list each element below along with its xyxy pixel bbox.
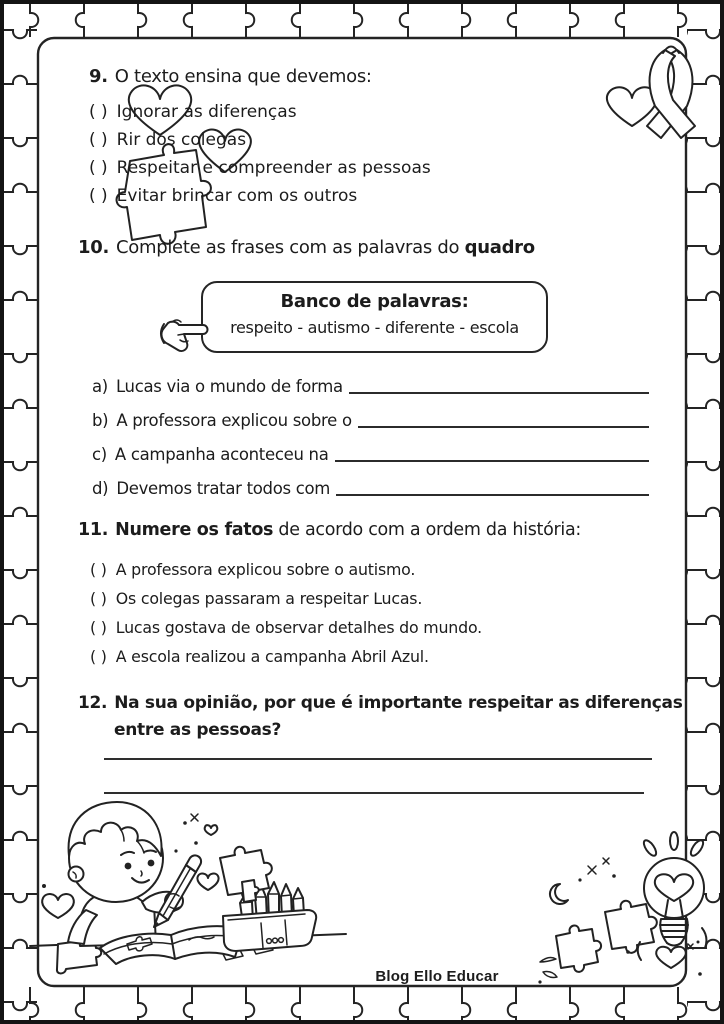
answer-blank-line[interactable] [358,426,649,428]
item-letter: c) [92,445,107,464]
child-writing-illustration [24,794,354,978]
word-bank-box [201,281,548,353]
item-text: Lucas via o mundo de forma [115,377,343,396]
option-row [89,182,431,210]
question-9-title [89,66,431,87]
question-text: Na sua opinião, por que é importante respeitar as diferenças entre as pessoas? [114,693,683,740]
item-letter: b) [92,411,109,430]
question-number: 10. [78,237,109,258]
puzzle-piece-icon [605,901,657,953]
checkbox-marker[interactable]: ( ) [90,589,107,608]
checkbox-marker[interactable]: ( ) [89,158,108,178]
item-text: A campanha aconteceu na [114,445,329,464]
question-10-items [92,375,649,511]
checkbox-marker[interactable]: ( ) [90,618,107,637]
option-label: Rir dos colegas [116,130,247,150]
fill-in-row [92,477,649,498]
heart-icon [656,947,686,968]
fill-in-row [92,443,649,464]
question-text-bold: Numere os fatos [115,520,274,540]
item-text: Devemos tratar todos com [116,479,331,498]
sequence-row [90,613,482,642]
fill-in-row [92,375,649,396]
option-label: Ignorar as diferenças [116,102,297,122]
crescent-doodle [550,884,568,904]
checkbox-marker[interactable]: ( ) [89,186,108,206]
sequence-label: A professora explicou sobre o autismo. [115,560,416,579]
heart-icon [607,87,657,126]
checkbox-marker[interactable]: ( ) [89,130,108,150]
sequence-row [90,642,482,671]
heart-icon [197,874,218,890]
item-letter: d) [92,479,109,498]
sequence-label: Lucas gostava de observar detalhes do mundo. [115,618,482,637]
heart-icon [42,894,74,918]
checkbox-marker[interactable]: ( ) [90,560,107,579]
question-number: 9. [89,66,108,87]
word-bank-words: respeito - autismo - diferente - escola [230,318,519,337]
question-12-title [78,690,690,744]
option-row [89,98,431,126]
question-text-bold: quadro [464,237,535,258]
option-label: Respeitar e compreender as pessoas [116,158,431,178]
pointing-hand-icon [156,312,212,354]
checkbox-marker[interactable]: ( ) [89,102,108,122]
option-row [89,126,431,154]
ray [689,838,706,857]
fill-in-row [92,409,649,430]
heart-icon [205,825,218,835]
option-label: Evitar brincar com os outros [116,186,358,206]
answer-blank-line[interactable] [104,758,652,760]
question-number: 11. [78,520,109,540]
question-text: Complete as frases com as palavras do [116,237,465,258]
puzzle-piece-icon [556,925,601,971]
question-9 [89,66,431,210]
ray [642,838,659,857]
boy-head [69,802,164,902]
question-11-title [78,520,581,540]
sequence-row [90,555,482,584]
sequence-label: Os colegas passaram a respeitar Lucas. [115,589,423,608]
answer-blank-line[interactable] [335,460,649,462]
checkbox-marker[interactable]: ( ) [90,647,107,666]
question-9-options [89,98,431,210]
question-text: de acordo com a ordem da história: [273,520,582,540]
answer-blank-line[interactable] [336,494,649,496]
option-row [89,154,431,182]
lightbulb-heart-illustration [530,824,718,996]
question-number: 12. [78,693,108,713]
word-bank-title: Banco de palavras: [280,291,469,312]
item-letter: a) [92,377,108,396]
answer-blank-line[interactable] [349,392,649,394]
awareness-ribbon-icon [589,26,721,156]
question-10-title [78,237,535,258]
sequence-row [90,584,482,613]
lightbulb-icon [644,858,704,918]
question-11-items [90,555,482,671]
item-text: A professora explicou sobre o [116,411,352,430]
footer-credit: Blog Ello Educar [375,968,499,985]
sequence-label: A escola realizou a campanha Abril Azul. [115,647,429,666]
ray [670,832,678,850]
question-text: O texto ensina que devemos: [114,66,372,87]
